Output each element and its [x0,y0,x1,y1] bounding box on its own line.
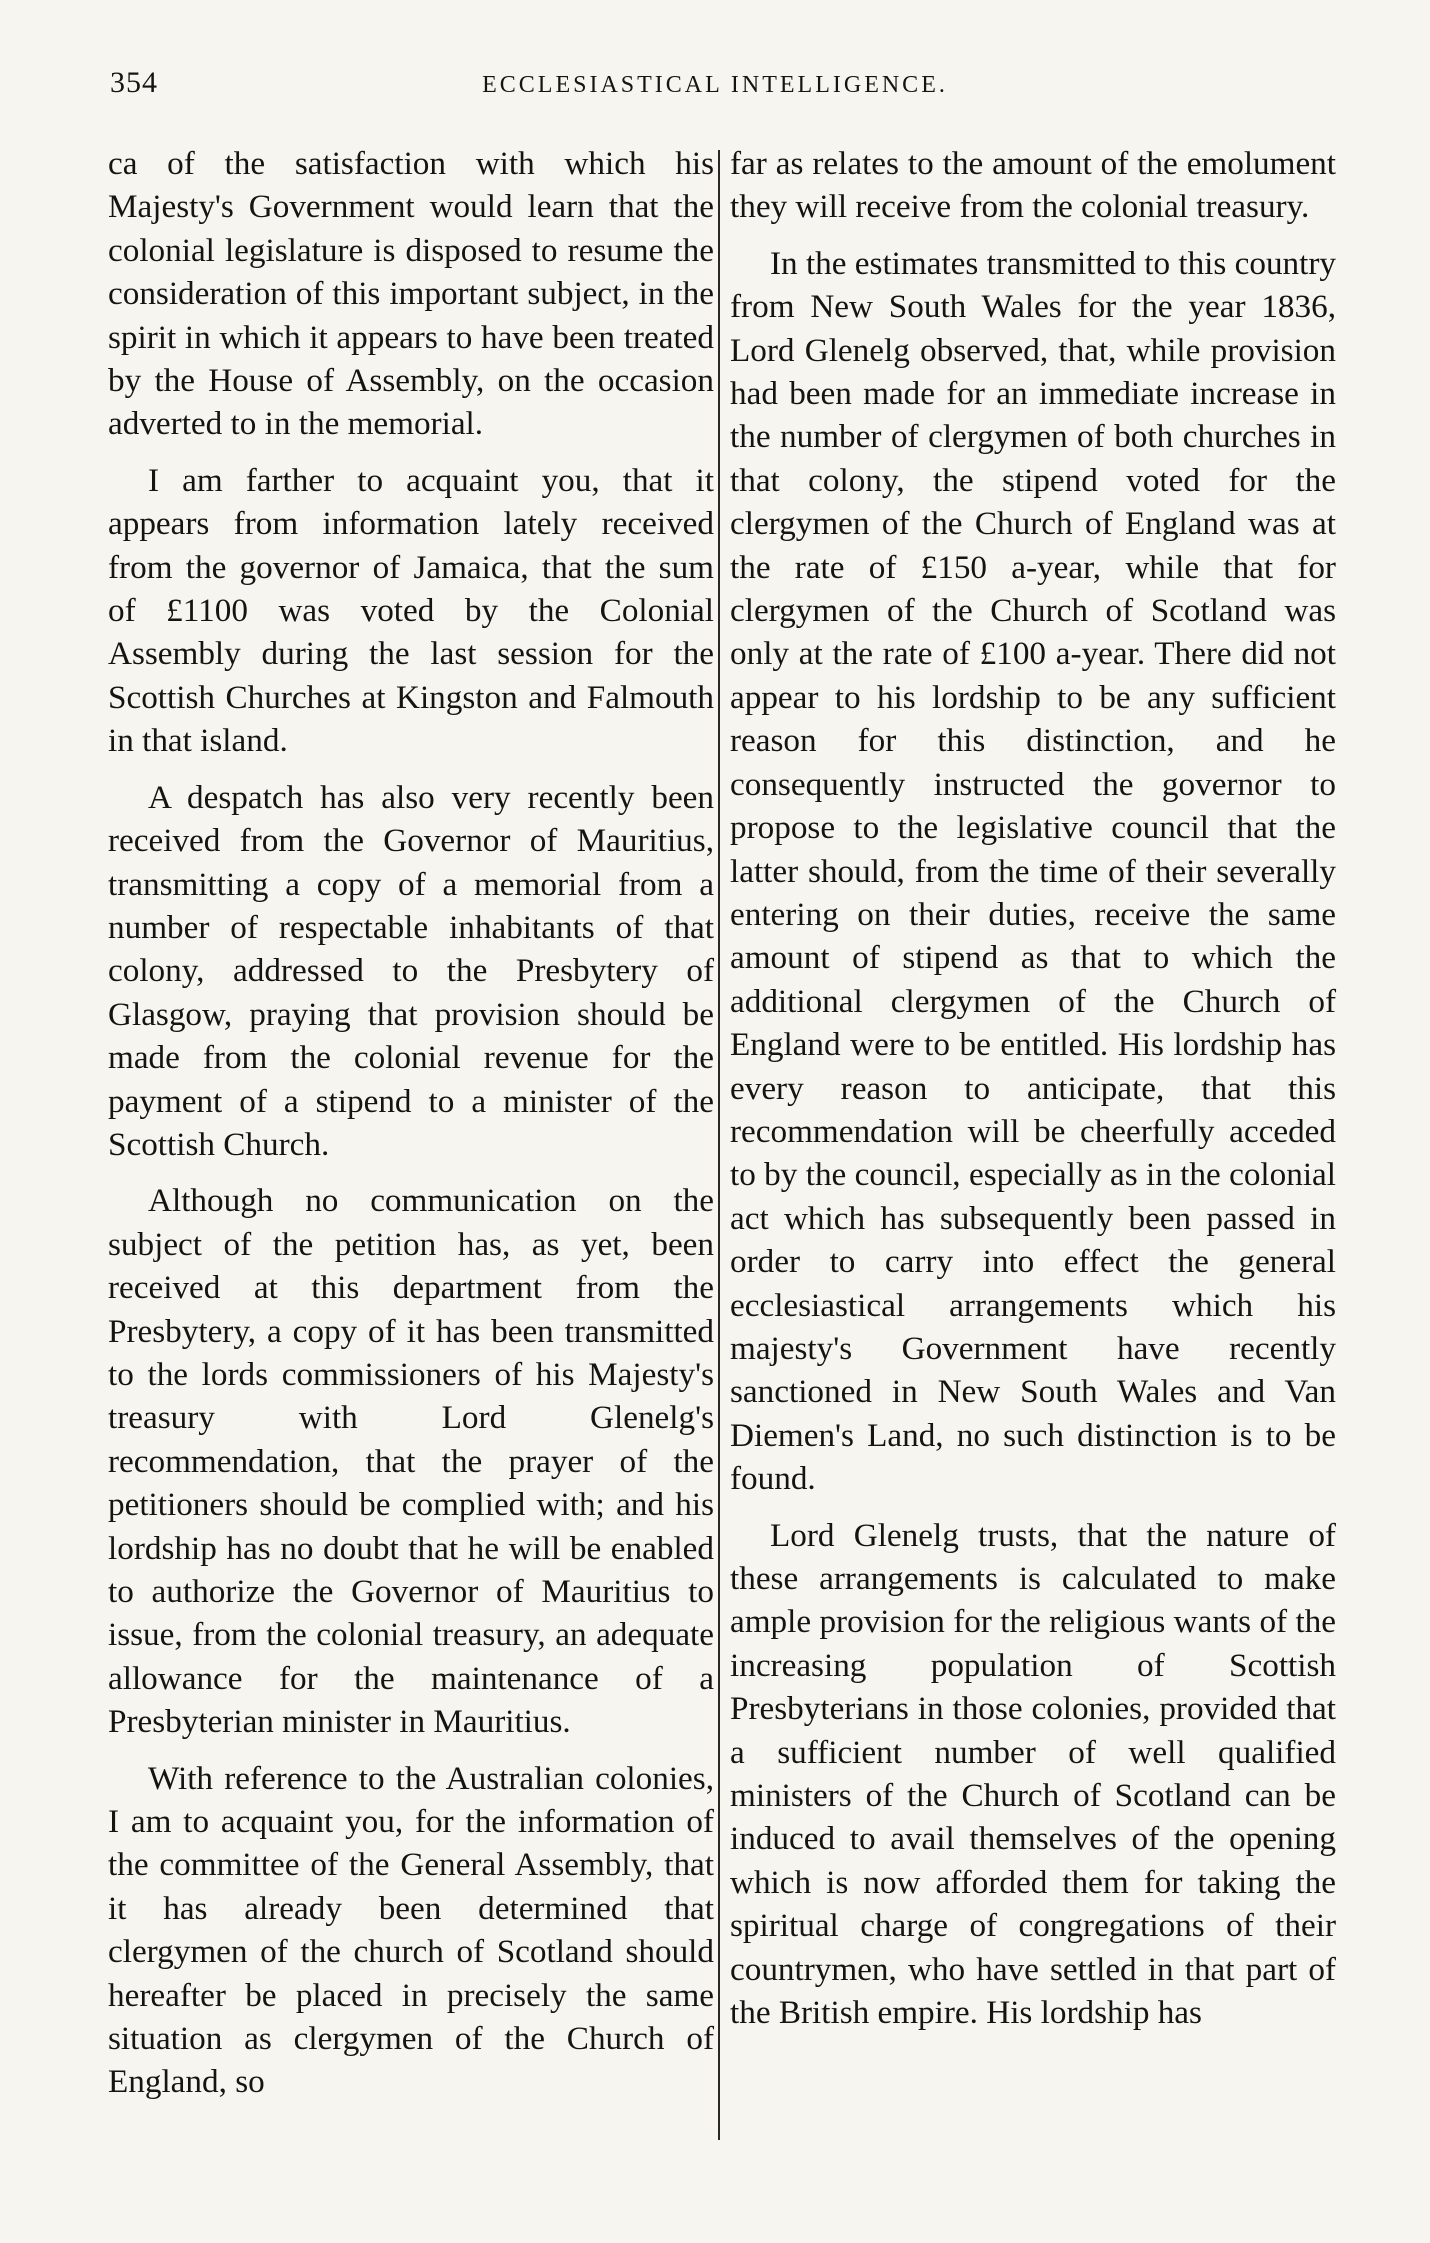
paragraph: I am farther to acquaint you, that it appears from information lately received from the governor of Jamaica, that the sum of £1100 was voted by the Colonial Assembly during the last session for the Scottish Churches at Kingston and Falmouth in that island. [108,461,714,760]
left-column [108,142,714,2117]
paragraph: Lord Glenelg trusts, that the nature of these arrangements is calculated to make ample provision for the religious wants of the increasing population of Scottish Presbyterians in those colonies, provided that a sufficient number of well qualified ministers of the Church of Scotland can be induced to avail themselves of the opening which is now afforded them for taking the spiritual charge of congregations of their countrymen, who have settled in that part of the British empire. His lordship has [730,1516,1336,2032]
right-column [730,142,1336,2047]
paragraph: With reference to the Australian colonies, I am to acquaint you, for the information of the committee of the General Assembly, that it has already been determined that clergymen of the church of Scotland should hereafter be placed in precisely the same situation as clergymen of the Church of England, so [108,1759,714,2101]
page-number: 354 [110,66,158,99]
column-divider [718,150,720,2140]
paragraph: In the estimates transmitted to this country from New South Wales for the year 1836, Lord Glenelg observed, that, while provision had been made for an immediate increase in the number of clergymen of both churches in that colony, the stipend voted for the clergymen of the Church of England was at the rate of £150 a-year, while that for clergymen of the Church of Scotland was only at the rate of £100 a-year. There did not appear to his lordship to be any sufficient reason for this distinction, and he consequently instructed the governor to propose to the legislative council that the latter should, from the time of their severally entering on their duties, receive the same amount of stipend as that to which the additional clergymen of the Church of England were to be entitled. His lordship has every reason to anticipate, that this recommendation will be cheerfully acceded to by the council, especially as in the colonial act which has subsequently been passed in order to carry into effect the general ecclesiastical arrangements which his majesty's Government have recently sanctioned in New South Wales and Van Diemen's Land, no such distinction is to be found. [730,244,1336,1498]
paragraph: Although no communication on the subject of the petition has, as yet, been received at this department from the Presbytery, a copy of it has been transmitted to the lords commissioners of his Majesty's treasury with Lord Glenelg's recommendation, that the prayer of the petitioners should be complied with; and his lordship has no doubt that he will be enabled to authorize the Governor of Mauritius to issue, from the colonial treasury, an adequate allowance for the maintenance of a Presbyterian minister in Mauritius. [108,1182,714,1741]
paragraph: ca of the satisfaction with which his Majesty's Government would learn that the colonial legislature is disposed to resume the consideration of this important subject, in the spirit in which it appears to have been treated by the House of Assembly, on the occasion adverted to in the memorial. [108,145,714,443]
paragraph: far as relates to the amount of the emolument they will receive from the colonial treasury. [730,145,1336,226]
running-head: ECCLESIASTICAL INTELLIGENCE. [482,72,948,98]
paragraph: A despatch has also very recently been received from the Governor of Mauritius, transmitting a copy of a memorial from a number of respectable inhabitants of that colony, addressed to the Presbytery of Glasgow, praying that provision should be made from the colonial revenue for the payment of a stipend to a minister of the Scottish Church. [108,778,714,1163]
